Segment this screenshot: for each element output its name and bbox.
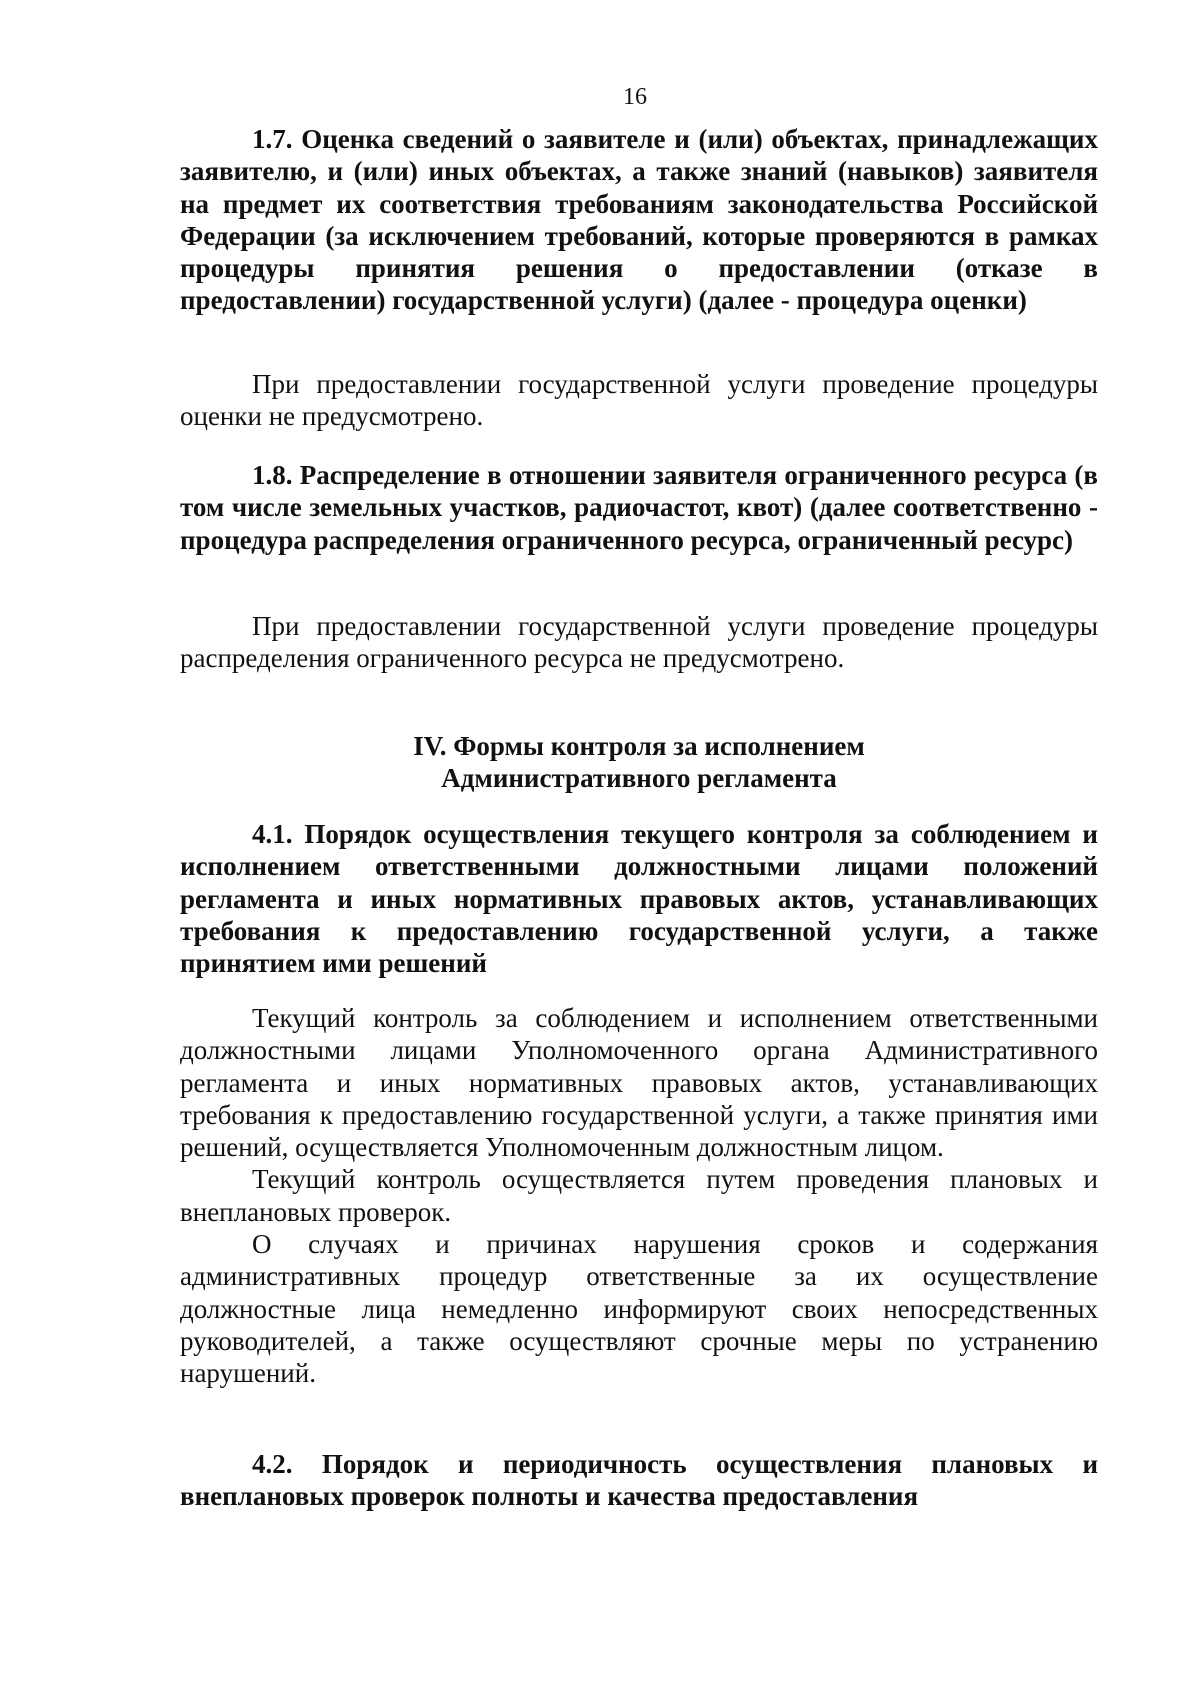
chapter-iv-title-line2: Административного регламента <box>441 763 837 794</box>
section-4-1-paragraph-1: Текущий контроль за соблюдением и исполнением ответственными должностными лицами Уполномоченного органа Административного регламента и иных нормативных правовых актов, устанавливающих требования к предоставлению государственной услуги, а также принятия ими решений, осуществляется Уполномоченным должностным лицом. <box>180 1003 1098 1163</box>
section-1-8-heading: 1.8. Распределение в отношении заявителя ограниченного ресурса (в том числе земельных участков, радиочастот, квот) (далее соответственно - процедура распределения ограниченного ресурса, ограниченный ресурс) <box>180 460 1098 555</box>
section-4-1-paragraph-3: О случаях и причинах нарушения сроков и содержания административных процедур ответственные за их осуществление должностные лица немедленно информируют своих непосредственных руководителей, а также осуществляют срочные меры по устранению нарушений. <box>180 1229 1098 1389</box>
section-4-1-heading: 4.1. Порядок осуществления текущего контроля за соблюдением и исполнением ответственными должностными лицами положений регламента и иных нормативных правовых актов, устанавливающих требования к предоставлению государственной услуги, а также принятием ими решений <box>180 819 1098 979</box>
chapter-iv-title <box>180 730 1098 795</box>
chapter-iv-title-line1: IV. Формы контроля за исполнением <box>413 731 865 761</box>
section-1-8-text: При предоставлении государственной услуги проведение процедуры распределения ограниченного ресурса не предусмотрено. <box>180 611 1098 674</box>
section-4-2-heading: 4.2. Порядок и периодичность осуществления плановых и внеплановых проверок полноты и качества предоставления <box>180 1449 1098 1512</box>
section-4-1-paragraph-2: Текущий контроль осуществляется путем проведения плановых и внеплановых проверок. <box>180 1164 1098 1227</box>
section-4-1-body <box>180 1002 1098 1390</box>
section-1-7-heading: 1.7. Оценка сведений о заявителе и (или) объектах, принадлежащих заявителю, и (или) иных объектах, а также знаний (навыков) заявителя на предмет их соответствия требованиям законодательства Российской Федерации (за исключением требований, которые проверяются в рамках процедуры принятия решения о предоставлении (отказе в предоставлении) государственной услуги) (далее - процедура оценки) <box>180 124 1098 316</box>
section-1-7-text: При предоставлении государственной услуги проведение процедуры оценки не предусмотрено. <box>180 369 1098 432</box>
page-number: 16 <box>623 84 647 110</box>
